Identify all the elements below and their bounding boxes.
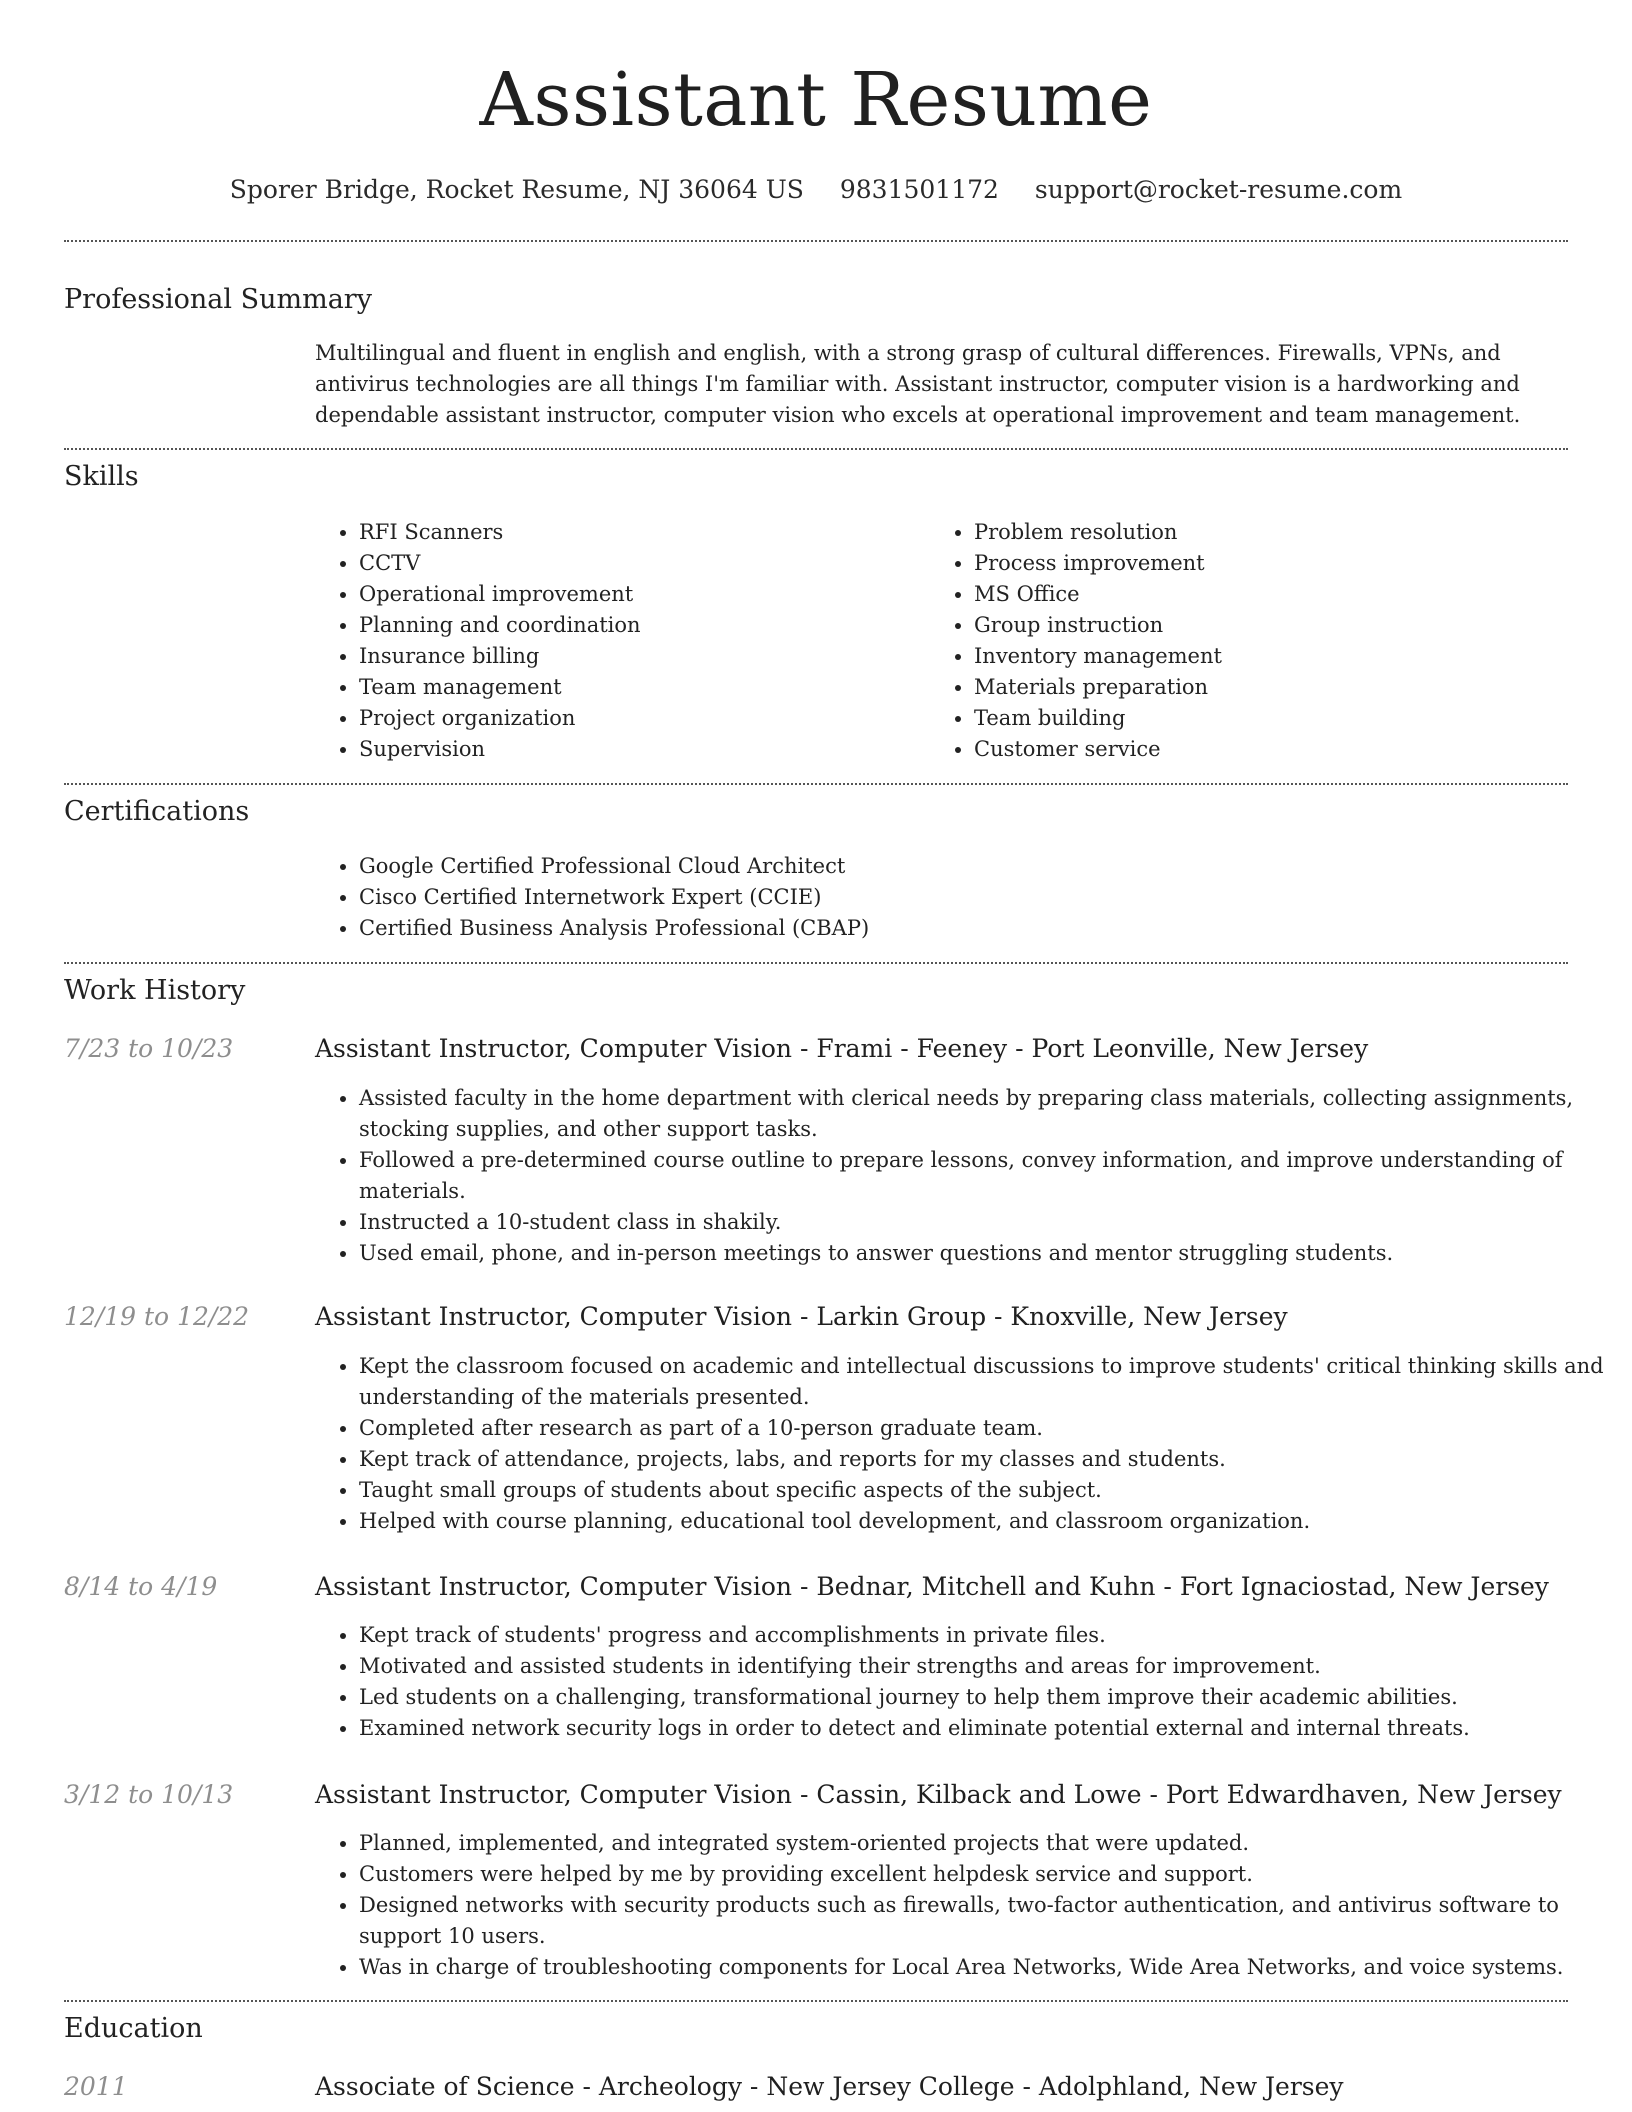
job-heading: Assistant Instructor, Computer Vision - Frami - Feeney - Port Leonville, New Jersey [315,1034,1369,1063]
job-dates: 3/12 to 10/13 [64,1780,234,1809]
divider-skills [64,783,1568,785]
job-heading: Assistant Instructor, Computer Vision - Larkin Group - Knoxville, New Jersey [315,1302,1288,1331]
skill-item: • Operational improvement [359,579,919,610]
job-bullet: • Used email, phone, and in-person meetings to answer questions and mentor struggling students. [359,1238,1612,1269]
certifications-list [315,851,1612,944]
resume-title: Assistant Resume [479,57,1153,143]
skill-item: • RFI Scanners [359,517,919,548]
job-bullet: • Kept the classroom focused on academic and intellectual discussions to improve students' critical thinking skills and understanding of the materials presented. [359,1351,1612,1413]
skill-item: • Planning and coordination [359,610,919,641]
job-bullet: • Planned, implemented, and integrated system-oriented projects that were updated. [359,1828,1612,1859]
job-bullet: • Was in charge of troubleshooting components for Local Area Networks, Wide Area Networks, and voice systems. [359,1952,1612,1983]
job-bullet: • Examined network security logs in order to detect and eliminate potential external and internal threats. [359,1713,1612,1744]
skill-item: • Supervision [359,734,919,765]
job-bullets [315,1083,1612,1269]
skill-item: • Team management [359,672,919,703]
job-bullets [315,1351,1612,1537]
certification-item: • Google Certified Professional Cloud Architect [359,851,1612,882]
divider-header [64,240,1568,242]
job-bullet: • Customers were helped by me by providing excellent helpdesk service and support. [359,1859,1612,1890]
skill-item: • Group instruction [974,610,1574,641]
job-heading: Assistant Instructor, Computer Vision - Bednar, Mitchell and Kuhn - Fort Ignaciostad, New Jersey [315,1572,1549,1601]
divider-work-history [64,2000,1568,2002]
education-year: 2011 [64,2072,128,2101]
section-title-skills: Skills [64,461,139,492]
contact-phone: 9831501172 [839,175,999,204]
skill-item: • Insurance billing [359,641,919,672]
job-bullet: • Led students on a challenging, transformational journey to help them improve their academic abilities. [359,1682,1612,1713]
job-bullet: • Helped with course planning, educational tool development, and classroom organization. [359,1506,1612,1537]
section-title-education: Education [64,2013,203,2044]
job-heading: Assistant Instructor, Computer Vision - Cassin, Kilback and Lowe - Port Edwardhaven, New Jersey [315,1780,1562,1809]
section-title-certifications: Certifications [64,796,250,827]
job-bullet: • Taught small groups of students about specific aspects of the subject. [359,1475,1612,1506]
skill-item: • Inventory management [974,641,1574,672]
education-heading: Associate of Science - Archeology - New Jersey College - Adolphland, New Jersey [315,2072,1344,2101]
divider-certifications [64,962,1568,964]
divider-summary [64,448,1568,450]
job-bullet: • Instructed a 10-student class in shakily. [359,1207,1612,1238]
skill-item: • Problem resolution [974,517,1574,548]
job-bullet: • Followed a pre-determined course outline to prepare lessons, convey information, and improve understanding of materials. [359,1145,1612,1207]
job-bullet: • Designed networks with security products such as firewalls, two-factor authentication, and antivirus software to support 10 users. [359,1890,1612,1952]
skill-item: • Process improvement [974,548,1574,579]
skill-item: • CCTV [359,548,919,579]
job-bullet: • Assisted faculty in the home department with clerical needs by preparing class materials, collecting assignments, stocking supplies, and other support tasks. [359,1083,1612,1145]
job-bullet: • Completed after research as part of a 10-person graduate team. [359,1413,1612,1444]
job-bullets [315,1828,1612,1983]
skill-item: • Customer service [974,734,1574,765]
skill-item: • Materials preparation [974,672,1574,703]
certification-item: • Cisco Certified Internetwork Expert (CCIE) [359,882,1612,913]
skill-item: • Team building [974,703,1574,734]
job-dates: 12/19 to 12/22 [64,1302,250,1331]
job-bullets [315,1620,1612,1744]
job-bullet: • Motivated and assisted students in identifying their strengths and areas for improvement. [359,1651,1612,1682]
skills-list-left [315,517,919,765]
skill-item: • MS Office [974,579,1574,610]
skills-list-right [930,517,1574,765]
contact-address: Sporer Bridge, Rocket Resume, NJ 36064 US [229,175,804,204]
job-bullet: • Kept track of attendance, projects, labs, and reports for my classes and students. [359,1444,1612,1475]
summary-text: Multilingual and fluent in english and english, with a strong grasp of cultural differences. Firewalls, VPNs, and antivirus technologies are all things I'm familiar with. Assistant instructor, computer vision is a hardworking and dependable assistant instructor, computer vision who excels at operational improvement and team management. [315,341,1521,427]
section-title-work-history: Work History [64,975,246,1006]
job-bullet: • Kept track of students' progress and accomplishments in private files. [359,1620,1612,1651]
contact-line [64,170,1568,210]
job-dates: 7/23 to 10/23 [64,1034,234,1063]
skill-item: • Project organization [359,703,919,734]
job-dates: 8/14 to 4/19 [64,1572,218,1601]
contact-email: support@rocket-resume.com [1034,175,1403,204]
certification-item: • Certified Business Analysis Professional (CBAP) [359,913,1612,944]
section-title-summary: Professional Summary [64,284,372,315]
